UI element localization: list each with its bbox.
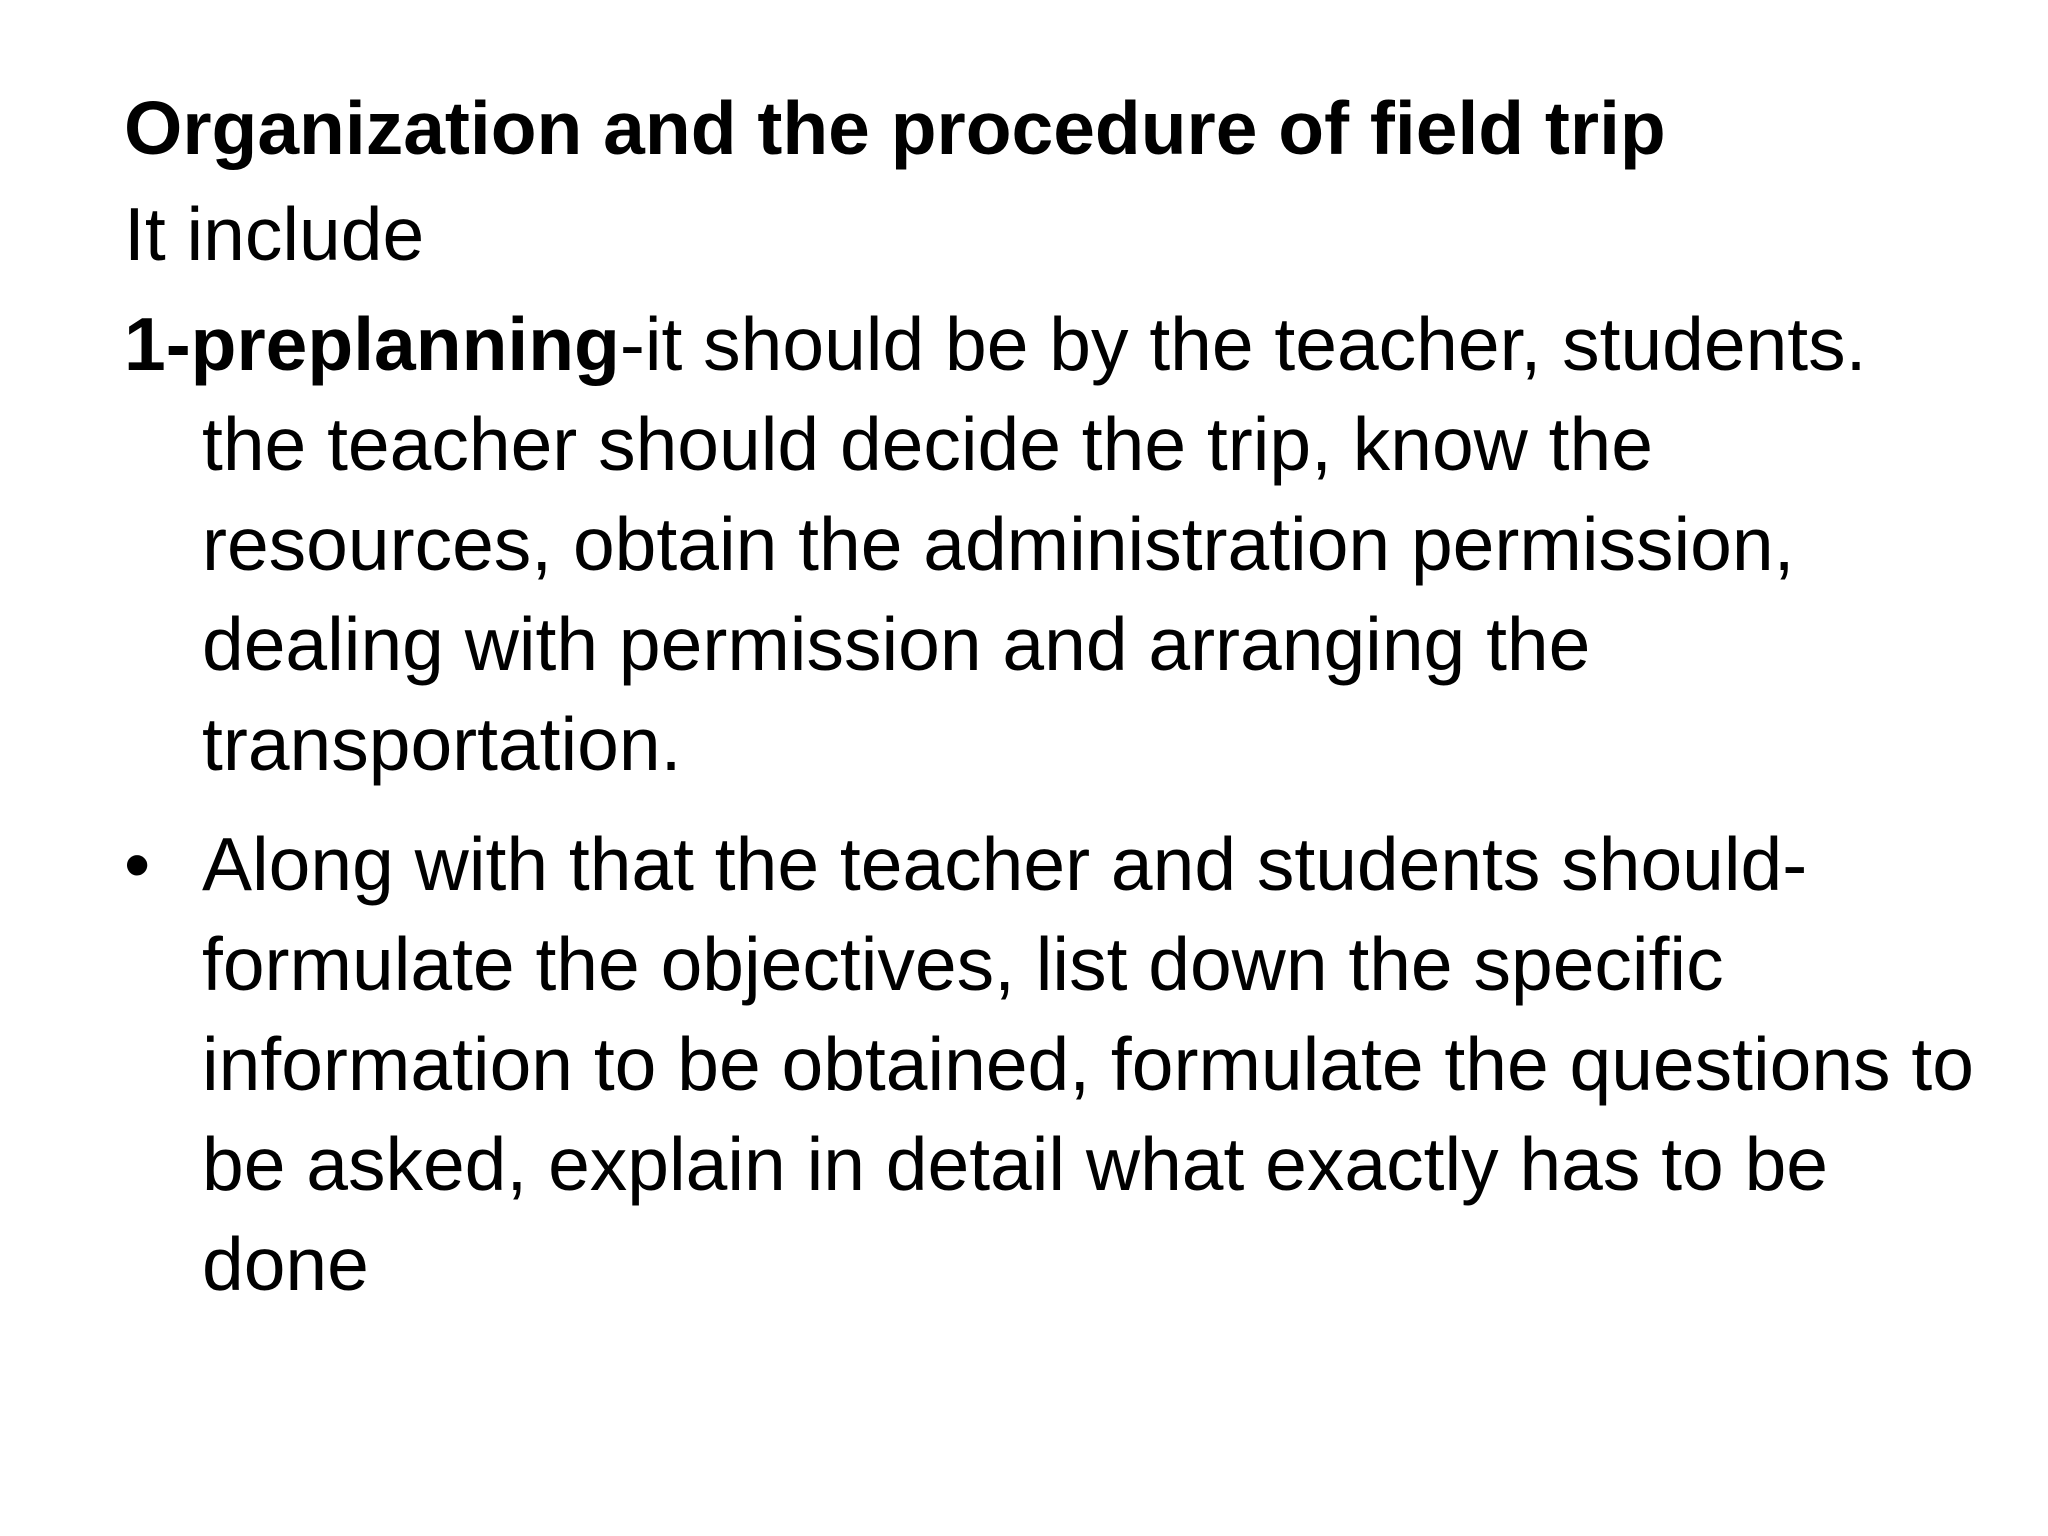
intro-text: It include — [124, 192, 425, 276]
slide-title: Organization and the procedure of field trip — [124, 86, 1666, 170]
step-preplanning — [124, 294, 1984, 794]
bullet-item — [124, 814, 1984, 1314]
bullet-icon: • — [124, 822, 151, 906]
bullet-text: Along with that the teacher and students should-formulate the objectives, list down the specific information to be obtained, formulate the questions to be asked, explain in detail what exactly has to be done — [202, 822, 1974, 1306]
slide-content — [124, 78, 1984, 1314]
step-text: -it should be by the teacher, students. the teacher should decide the trip, know the resources, obtain the administration permission, dealing with permission and arranging the transportation. — [202, 302, 1867, 786]
step-label: 1-preplanning — [124, 302, 620, 386]
